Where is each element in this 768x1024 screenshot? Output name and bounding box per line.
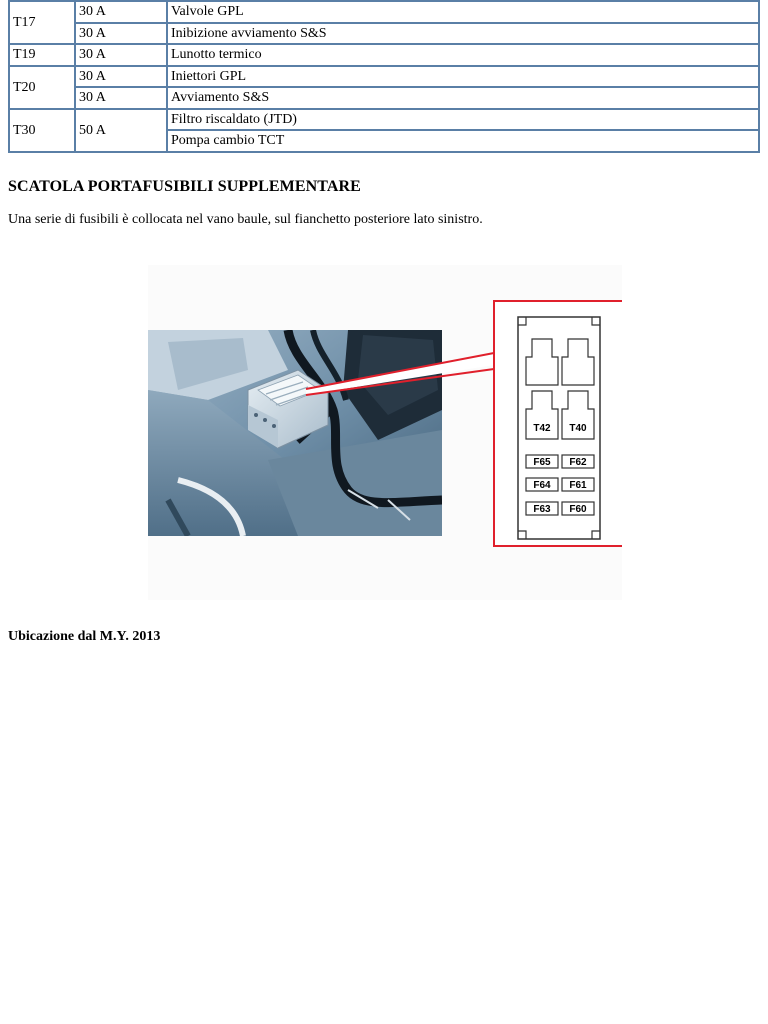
- fuse-id-cell: T20: [9, 66, 75, 109]
- function-cell: Inibizione avviamento S&S: [167, 23, 759, 45]
- section-description: Una serie di fusibili è collocata nel vano baule, sul fianchetto posteriore lato sinistro.: [8, 212, 483, 227]
- fuse-label: F60: [569, 504, 587, 515]
- fuse-box-figure: [148, 265, 622, 600]
- fuse-label: F63: [533, 504, 551, 515]
- fuse-label: F61: [569, 480, 587, 491]
- function-cell: Pompa cambio TCT: [167, 130, 759, 152]
- table-row: [9, 44, 759, 66]
- amperage-cell: 30 A: [75, 66, 167, 88]
- fuse-table: [8, 0, 760, 153]
- fuse-label: F64: [533, 480, 551, 491]
- function-cell: Lunotto termico: [167, 44, 759, 66]
- table-row: [9, 66, 759, 88]
- table-row: [9, 1, 759, 23]
- amperage-cell: 30 A: [75, 1, 167, 23]
- amperage-cell: 30 A: [75, 44, 167, 66]
- section-title: SCATOLA PORTAFUSIBILI SUPPLEMENTARE: [8, 178, 361, 195]
- table-row: [9, 109, 759, 131]
- table-row: [9, 23, 759, 45]
- amperage-cell: 30 A: [75, 87, 167, 109]
- function-cell: Filtro riscaldato (JTD): [167, 109, 759, 131]
- table-row: [9, 87, 759, 109]
- amperage-cell: 30 A: [75, 23, 167, 45]
- function-cell: Iniettori GPL: [167, 66, 759, 88]
- figure-caption: Ubicazione dal M.Y. 2013: [8, 629, 161, 644]
- fuse-label: F62: [569, 457, 587, 468]
- function-cell: Valvole GPL: [167, 1, 759, 23]
- fuse-label: T40: [569, 423, 587, 434]
- fuse-id-cell: T30: [9, 109, 75, 152]
- fuse-id-cell: T17: [9, 1, 75, 44]
- fuse-id-cell: T19: [9, 44, 75, 66]
- amperage-cell: 50 A: [75, 109, 167, 152]
- fuse-label: F65: [533, 457, 551, 468]
- fuse-label: T42: [533, 423, 551, 434]
- fuse-layout-diagram: [148, 265, 622, 600]
- function-cell: Avviamento S&S: [167, 87, 759, 109]
